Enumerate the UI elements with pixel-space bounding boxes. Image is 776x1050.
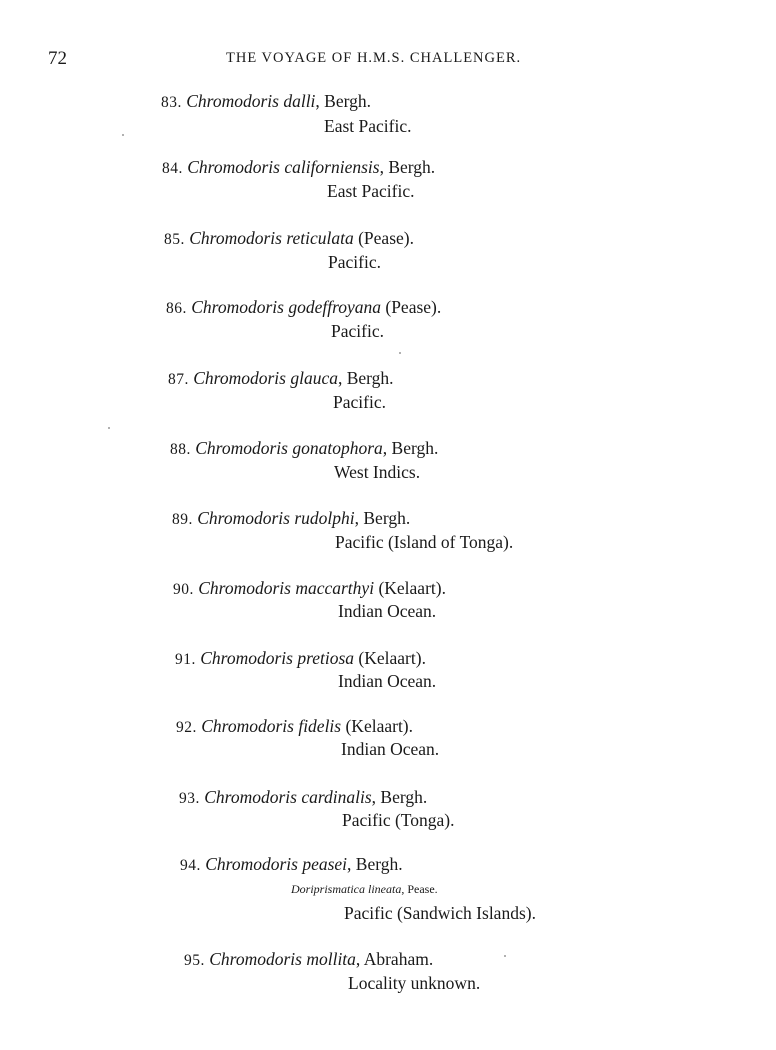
species-entry: [172, 506, 410, 532]
species-entry: [161, 89, 371, 115]
locality: Locality unknown.: [348, 973, 481, 993]
locality: Pacific.: [333, 392, 386, 412]
entry-number: 85.: [164, 231, 185, 248]
entry-number: 94.: [180, 857, 201, 874]
species-name: Chromodoris fidelis: [201, 716, 342, 736]
species-name: Chromodoris peasei: [205, 854, 348, 874]
entry-number: 90.: [173, 581, 194, 598]
running-header: [0, 48, 776, 72]
species-entry: [180, 852, 403, 878]
species-name: Chromodoris reticulata: [189, 228, 354, 248]
species-entry: [164, 226, 414, 252]
entry-number: 84.: [162, 160, 183, 177]
locality: East Pacific.: [324, 116, 412, 136]
species-authority: , Bergh.: [337, 368, 394, 388]
species-name: Chromodoris cardinalis: [204, 787, 372, 807]
locality: West Indics.: [334, 462, 421, 482]
entry-number: 83.: [161, 94, 182, 111]
synonym-name: Doriprismatica lineata: [291, 882, 402, 896]
locality: Pacific.: [328, 252, 381, 272]
synonym: [291, 881, 438, 897]
species-authority: , Bergh.: [382, 438, 439, 458]
locality: East Pacific.: [327, 181, 415, 201]
species-authority: (Pease).: [381, 297, 442, 317]
species-name: Chromodoris glauca: [193, 368, 338, 388]
species-entry: [168, 366, 394, 392]
species-name: Chromodoris mollita: [209, 949, 356, 969]
species-authority: , Bergh.: [379, 157, 436, 177]
entry-number: 95.: [184, 952, 205, 969]
species-authority: , Bergh.: [347, 854, 403, 874]
entry-number: 91.: [175, 651, 196, 668]
species-authority: (Kelaart).: [354, 648, 426, 668]
locality: Pacific (Island of Tonga).: [335, 532, 514, 552]
species-authority: (Kelaart).: [341, 716, 414, 736]
species-authority: , Abraham.: [355, 949, 434, 969]
entry-number: 89.: [172, 511, 193, 528]
species-entry: [170, 436, 438, 462]
entry-number: 93.: [179, 790, 200, 807]
entry-number: 92.: [176, 719, 197, 736]
entry-number: 88.: [170, 441, 191, 458]
species-entry: [184, 947, 433, 973]
entry-number: 87.: [168, 371, 189, 388]
paper-speck: [122, 134, 124, 136]
species-authority: (Kelaart).: [374, 578, 446, 598]
species-authority: , Bergh.: [354, 508, 411, 528]
entry-number: 86.: [166, 300, 187, 317]
species-name: Chromodoris dalli: [186, 91, 316, 111]
species-name: Chromodoris maccarthyi: [198, 578, 375, 598]
species-name: Chromodoris rudolphi: [197, 508, 355, 528]
running-title: THE VOYAGE OF H.M.S. CHALLENGER.: [226, 50, 522, 66]
locality: Pacific (Tonga).: [342, 810, 455, 830]
species-entry: [162, 155, 435, 181]
paper-speck: [399, 352, 401, 354]
species-authority: , Bergh.: [315, 91, 371, 111]
paper-speck: [504, 955, 506, 957]
locality: Indian Ocean.: [338, 601, 437, 621]
locality: Pacific (Sandwich Islands).: [344, 903, 536, 923]
species-name: Chromodoris californiensis: [187, 157, 380, 177]
page-number: 72: [48, 48, 67, 69]
paper-speck: [108, 427, 110, 429]
locality: Indian Ocean.: [338, 671, 437, 691]
species-authority: , Bergh.: [371, 787, 428, 807]
locality: Pacific.: [331, 321, 384, 341]
species-name: Chromodoris godeffroyana: [191, 297, 381, 317]
locality: Indian Ocean.: [341, 739, 440, 759]
species-name: Chromodoris gonatophora: [195, 438, 383, 458]
synonym-authority: , Pease.: [401, 882, 438, 896]
species-name: Chromodoris pretiosa: [200, 648, 355, 668]
species-authority: (Pease).: [353, 228, 414, 248]
species-entry: [166, 295, 441, 321]
